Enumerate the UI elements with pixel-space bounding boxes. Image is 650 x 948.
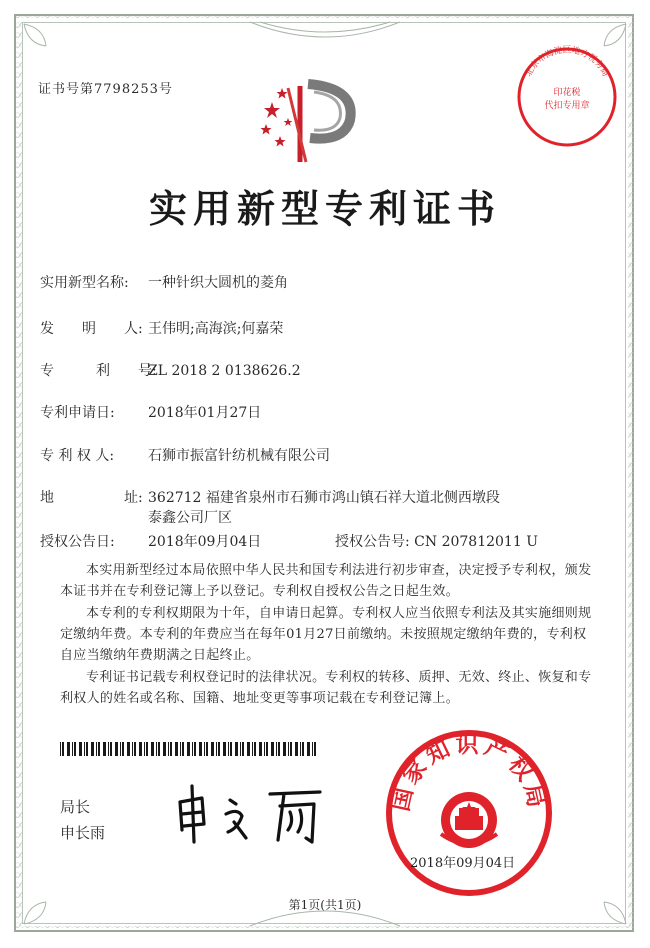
barcode <box>60 742 322 756</box>
patentee-value: 石狮市振富针纺机械有限公司 <box>148 448 330 464</box>
large-seal-text: 国家知识产权局 <box>387 732 551 814</box>
certificate-number: 证书号第7798253号 <box>38 82 173 97</box>
director-signature <box>172 780 332 850</box>
director-title: 局长 <box>60 798 91 816</box>
seal-date: 2018年09月04日 <box>410 856 516 871</box>
patent-number-value: ZL 2018 2 0138626.2 <box>148 363 301 379</box>
body-paragraph-1: 本实用新型经过本局依照中华人民共和国专利法进行初步审查，决定授予专利权，颁发本证书并在专利登记簿上予以登记。专利权自授权公告之日起生效。 <box>60 563 592 599</box>
patentee-label: 专 利 权 人: <box>40 448 115 464</box>
state-ip-office-seal <box>384 728 554 898</box>
page-number: 第1页(共1页) <box>288 898 362 912</box>
publication-number-value: CN 207812011 U <box>414 534 538 550</box>
inventor-label: 发 明 人: <box>40 321 143 337</box>
field-address <box>40 487 500 507</box>
small-seal-center-1: 印花税 <box>553 88 581 98</box>
grant-date-label: 授权公告日: <box>40 534 115 550</box>
name-value: 一种针织大圆机的菱角 <box>148 275 288 291</box>
address-label: 地 址: <box>40 490 143 506</box>
field-patent-number <box>40 360 301 380</box>
name-label: 实用新型名称: <box>40 275 129 291</box>
svg-text:北京市海淀区地方税务局 <box>523 45 610 78</box>
field-patentee <box>40 445 330 465</box>
tax-bureau-stamp <box>515 45 620 150</box>
grant-date-value: 2018年09月04日 <box>148 534 262 550</box>
body-paragraph-2: 本专利的专利权期限为十年，自申请日起算。专利权人应当依照专利法及其实施细则规定缴纳年费。本专利的年费应当在每年01月27日前缴纳。未按照规定缴纳年费的，专利权自应当缴纳年费期满之日起终止。 <box>60 606 592 663</box>
certificate-title: 实用新型专利证书 <box>148 186 501 231</box>
field-inventor <box>40 318 283 338</box>
application-date-label: 专利申请日: <box>40 405 115 421</box>
small-seal-center-2: 代扣专用章 <box>544 101 590 111</box>
inventor-value: 王伟明;高海滨;何嘉荣 <box>148 321 284 337</box>
patent-office-logo-icon <box>258 78 368 168</box>
body-paragraph-3: 专利证书记载专利权登记时的法律状况。专利权的转移、质押、无效、终止、恢复和专利权人的姓名或名称、国籍、地址变更等事项记载在专利登记簿上。 <box>60 670 592 706</box>
director-name: 申长雨 <box>60 824 106 842</box>
field-grant-date <box>40 531 261 551</box>
address-value-line2: 泰鑫公司厂区 <box>148 510 232 526</box>
field-publication-number <box>335 531 538 551</box>
publication-number-label: 授权公告号: <box>335 534 410 550</box>
patent-number-label: 专 利 号: <box>40 363 157 379</box>
small-seal-text: 北京市海淀区地方税务局 <box>523 45 611 79</box>
field-utility-model-name <box>40 272 288 292</box>
address-value-line1: 362712 福建省泉州市石狮市鸿山镇石祥大道北侧西墩段 <box>148 490 500 506</box>
application-date-value: 2018年01月27日 <box>148 405 262 421</box>
field-application-date <box>40 402 261 422</box>
